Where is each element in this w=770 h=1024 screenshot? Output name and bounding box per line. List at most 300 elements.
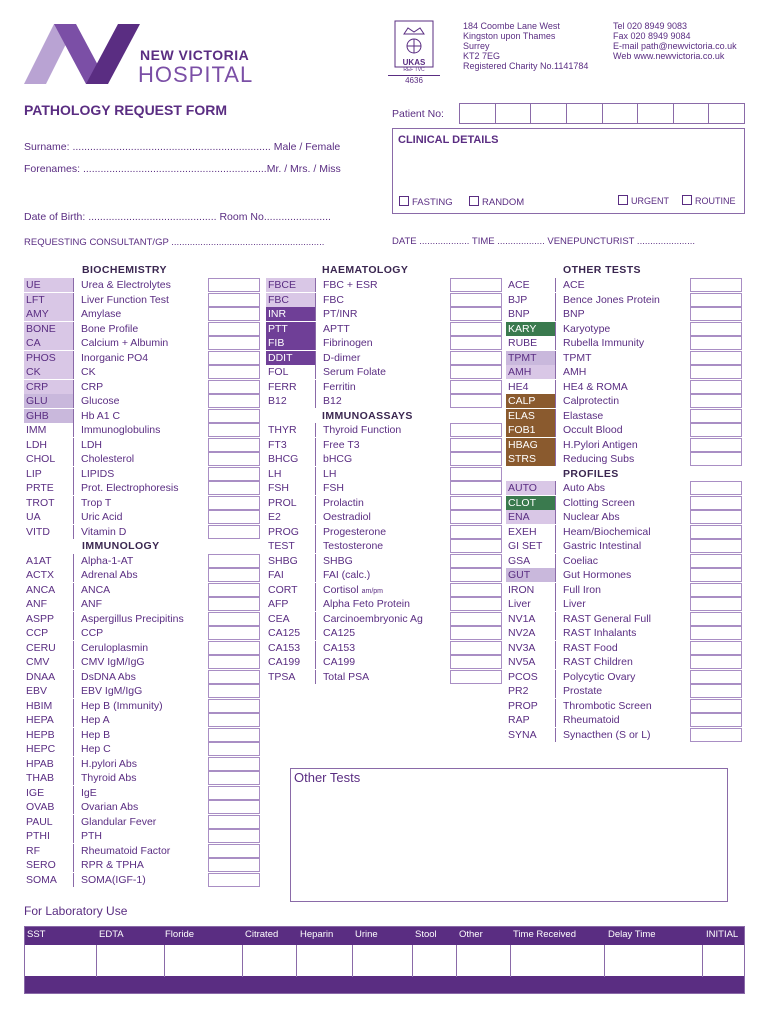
lab-entry-cell[interactable]: [413, 945, 457, 977]
random-checkbox[interactable]: [469, 196, 524, 208]
test-tick-box[interactable]: [450, 438, 502, 452]
surname-field[interactable]: Surname: .................................................................... Male / Female: [24, 141, 341, 153]
test-code: BHCG: [266, 452, 316, 466]
test-tick-box[interactable]: [690, 365, 742, 379]
test-tick-box[interactable]: [690, 423, 742, 437]
test-row[interactable]: [24, 365, 261, 380]
fasting-checkbox[interactable]: [399, 196, 453, 208]
test-tick-box[interactable]: [208, 612, 260, 626]
contact-line: E-mail path@newvictoria.co.uk: [613, 41, 737, 51]
test-tick-box[interactable]: [208, 873, 260, 887]
test-row[interactable]: [266, 423, 503, 438]
test-name: [563, 496, 690, 510]
test-tick-box[interactable]: [690, 539, 742, 553]
test-tick-box[interactable]: [450, 481, 502, 495]
test-tick-box[interactable]: [690, 293, 742, 307]
test-tick-box[interactable]: [690, 380, 742, 394]
test-code: OVAB: [24, 800, 74, 814]
test-tick-box[interactable]: [450, 452, 502, 466]
test-row[interactable]: [24, 641, 261, 656]
test-row[interactable]: [506, 351, 743, 366]
test-row[interactable]: [24, 380, 261, 395]
test-row[interactable]: [266, 380, 503, 395]
test-code: BJP: [506, 293, 556, 307]
test-row[interactable]: [266, 481, 503, 496]
test-tick-box[interactable]: [690, 394, 742, 408]
test-tick-box[interactable]: [208, 307, 260, 321]
test-name: [81, 394, 208, 408]
clinical-details-box[interactable]: [392, 128, 745, 214]
test-tick-box[interactable]: [690, 351, 742, 365]
test-code: PTHI: [24, 829, 74, 843]
test-tick-box[interactable]: [690, 496, 742, 510]
urgent-checkbox[interactable]: [618, 195, 669, 206]
test-row[interactable]: [24, 655, 261, 670]
test-tick-box[interactable]: [690, 510, 742, 524]
test-row[interactable]: [24, 742, 261, 757]
test-tick-box[interactable]: [690, 655, 742, 669]
test-tick-box[interactable]: [450, 612, 502, 626]
test-tick-box[interactable]: [208, 844, 260, 858]
test-tick-box[interactable]: [208, 568, 260, 582]
test-code: GLU: [24, 394, 74, 408]
test-row[interactable]: [24, 728, 261, 743]
test-row[interactable]: [266, 597, 503, 612]
test-tick-box[interactable]: [690, 307, 742, 321]
lab-entry-cell[interactable]: [25, 945, 97, 977]
test-tick-box[interactable]: [208, 394, 260, 408]
test-tick-box[interactable]: [690, 554, 742, 568]
test-row[interactable]: [506, 539, 743, 554]
test-row[interactable]: [266, 278, 503, 293]
test-name: [563, 612, 690, 626]
test-tick-box[interactable]: [208, 322, 260, 336]
test-code: ENA: [506, 510, 556, 524]
test-row[interactable]: [506, 670, 743, 685]
logo-line1: NEW VICTORIA: [140, 47, 250, 63]
test-code: LH: [266, 467, 316, 481]
test-name-text: Amylase: [81, 308, 122, 320]
test-row[interactable]: [506, 568, 743, 583]
test-tick-box[interactable]: [690, 481, 742, 495]
test-tick-box[interactable]: [208, 728, 260, 742]
test-tick-box[interactable]: [208, 626, 260, 640]
test-tick-box[interactable]: [450, 641, 502, 655]
test-tick-box[interactable]: [208, 815, 260, 829]
test-row[interactable]: [266, 438, 503, 453]
test-tick-box[interactable]: [208, 684, 260, 698]
test-tick-box[interactable]: [690, 438, 742, 452]
test-row[interactable]: [24, 322, 261, 337]
test-name-text: CA199: [323, 656, 356, 668]
test-row[interactable]: [24, 307, 261, 322]
test-tick-box[interactable]: [208, 742, 260, 756]
test-tick-box[interactable]: [208, 380, 260, 394]
test-row[interactable]: [24, 293, 261, 308]
other-tests-box[interactable]: [290, 768, 728, 902]
test-tick-box[interactable]: [450, 655, 502, 669]
test-tick-box[interactable]: [450, 597, 502, 611]
test-row[interactable]: [506, 409, 743, 424]
test-tick-box[interactable]: [690, 568, 742, 582]
test-row[interactable]: [506, 481, 743, 496]
test-name-text: Elastase: [563, 409, 604, 422]
test-tick-box[interactable]: [208, 554, 260, 568]
clinical-details-label: CLINICAL DETAILS: [398, 134, 499, 146]
test-tick-box[interactable]: [208, 771, 260, 785]
test-tick-box[interactable]: [208, 655, 260, 669]
test-row[interactable]: [24, 481, 261, 496]
lab-entry-cell[interactable]: [243, 945, 297, 977]
test-name-text: Liver: [563, 598, 586, 610]
test-code: Liver: [506, 597, 556, 611]
test-row[interactable]: [24, 409, 261, 424]
test-tick-box[interactable]: [690, 583, 742, 597]
test-row[interactable]: [506, 336, 743, 351]
test-row[interactable]: [506, 641, 743, 656]
test-name: [323, 423, 450, 437]
test-name-text: APTT: [323, 322, 350, 335]
test-name-text: Karyotype: [563, 322, 611, 335]
test-name: [323, 438, 450, 452]
test-row[interactable]: [266, 365, 503, 380]
test-row[interactable]: [506, 496, 743, 511]
test-code: CA125: [266, 626, 316, 640]
test-name-text: LIPIDS: [81, 467, 115, 480]
test-tick-box[interactable]: [450, 423, 502, 437]
test-row[interactable]: [24, 670, 261, 685]
urgent-label: URGENT: [631, 196, 669, 206]
test-row[interactable]: [506, 307, 743, 322]
test-row[interactable]: [24, 699, 261, 714]
test-row[interactable]: [266, 452, 503, 467]
test-row[interactable]: [506, 365, 743, 380]
test-tick-box[interactable]: [450, 583, 502, 597]
test-row[interactable]: [24, 467, 261, 482]
test-tick-box[interactable]: [208, 757, 260, 771]
test-tick-box[interactable]: [450, 539, 502, 553]
test-tick-box[interactable]: [208, 597, 260, 611]
test-row[interactable]: [24, 815, 261, 830]
test-row[interactable]: [506, 699, 743, 714]
test-code: A1AT: [24, 554, 74, 568]
test-row[interactable]: [506, 655, 743, 670]
test-tick-box[interactable]: [690, 597, 742, 611]
test-row[interactable]: [24, 612, 261, 627]
test-tick-box[interactable]: [450, 554, 502, 568]
test-tick-box[interactable]: [450, 278, 502, 292]
test-row[interactable]: [266, 307, 503, 322]
test-name: [563, 713, 690, 727]
test-tick-box[interactable]: [208, 641, 260, 655]
test-tick-box[interactable]: [450, 568, 502, 582]
test-name-text: B12: [323, 395, 342, 407]
test-row[interactable]: [24, 757, 261, 772]
section-heading: BIOCHEMISTRY: [82, 264, 167, 276]
test-code: STRS: [506, 452, 556, 466]
test-tick-box[interactable]: [450, 322, 502, 336]
test-tick-box[interactable]: [208, 409, 260, 423]
date-time-line[interactable]: DATE ................... TIME .................. VENEPUNCTURIST ......................: [392, 236, 695, 247]
test-name: [81, 858, 208, 872]
test-tick-box[interactable]: [690, 699, 742, 713]
lab-entry-cell[interactable]: [165, 945, 243, 977]
test-row[interactable]: [24, 452, 261, 467]
other-tests-label: Other Tests: [294, 770, 361, 785]
test-name: [323, 554, 450, 568]
test-tick-box[interactable]: [208, 423, 260, 437]
test-tick-box[interactable]: [208, 365, 260, 379]
lab-entry-cell[interactable]: [297, 945, 353, 977]
test-row[interactable]: [266, 394, 503, 409]
test-row[interactable]: [24, 438, 261, 453]
test-tick-box[interactable]: [690, 409, 742, 423]
test-row[interactable]: [24, 568, 261, 583]
test-row[interactable]: [24, 713, 261, 728]
section-heading: IMMUNOASSAYS: [322, 409, 413, 422]
test-tick-box[interactable]: [450, 365, 502, 379]
test-row[interactable]: [24, 394, 261, 409]
lab-entry-cell[interactable]: [457, 945, 511, 977]
test-tick-box[interactable]: [450, 510, 502, 524]
test-row[interactable]: [266, 670, 503, 685]
test-tick-box[interactable]: [208, 510, 260, 524]
test-row[interactable]: [266, 641, 503, 656]
test-name: [323, 626, 450, 640]
test-row[interactable]: [506, 278, 743, 293]
test-tick-box[interactable]: [208, 452, 260, 466]
test-tick-box[interactable]: [208, 670, 260, 684]
test-row[interactable]: [24, 336, 261, 351]
section-heading: OTHER TESTS: [563, 264, 641, 276]
test-code: ASPP: [24, 612, 74, 626]
test-tick-box[interactable]: [690, 713, 742, 727]
test-code: GUT: [506, 568, 556, 582]
test-tick-box[interactable]: [690, 336, 742, 350]
test-name-text: Prolactin: [323, 496, 364, 509]
test-row[interactable]: [266, 336, 503, 351]
test-name: [563, 728, 690, 742]
test-code: PCOS: [506, 670, 556, 684]
test-row[interactable]: [24, 597, 261, 612]
test-name: [323, 307, 450, 321]
test-tick-box[interactable]: [690, 322, 742, 336]
test-name-text: Prostate: [563, 685, 603, 697]
test-name: [563, 568, 690, 582]
test-row[interactable]: [266, 510, 503, 525]
test-tick-box[interactable]: [450, 467, 502, 481]
test-tick-box[interactable]: [690, 626, 742, 640]
test-row[interactable]: [24, 873, 261, 888]
lab-entry-cell[interactable]: [605, 945, 703, 977]
test-name-text: RPR & TPHA: [81, 859, 144, 871]
test-row[interactable]: [506, 322, 743, 337]
test-name: [323, 351, 450, 365]
section-heading: HAEMATOLOGY: [322, 264, 409, 276]
test-tick-box[interactable]: [208, 829, 260, 843]
test-tick-box[interactable]: [208, 467, 260, 481]
test-tick-box[interactable]: [690, 670, 742, 684]
test-name-text: LH: [323, 467, 337, 480]
test-name-text: Cholesterol: [81, 453, 135, 465]
test-tick-box[interactable]: [208, 800, 260, 814]
test-tick-box[interactable]: [208, 293, 260, 307]
test-name-text: IgE: [81, 786, 97, 799]
test-tick-box[interactable]: [690, 278, 742, 292]
test-name: [323, 496, 450, 510]
test-name: [563, 365, 690, 379]
test-row[interactable]: [266, 525, 503, 540]
test-row[interactable]: [266, 539, 503, 554]
test-tick-box[interactable]: [208, 496, 260, 510]
test-row[interactable]: [506, 525, 743, 540]
test-tick-box[interactable]: [450, 496, 502, 510]
lab-entry-cell[interactable]: [511, 945, 605, 977]
test-row[interactable]: [266, 496, 503, 511]
test-tick-box[interactable]: [208, 713, 260, 727]
lab-entry-cell[interactable]: [353, 945, 413, 977]
test-name: [323, 336, 450, 350]
test-tick-box[interactable]: [208, 525, 260, 539]
test-row[interactable]: [266, 554, 503, 569]
test-tick-box[interactable]: [450, 394, 502, 408]
test-tick-box[interactable]: [208, 278, 260, 292]
test-name: [81, 873, 208, 887]
test-name-text: Urea & Electrolytes: [81, 279, 171, 291]
test-name: [81, 728, 208, 742]
test-row[interactable]: [506, 510, 743, 525]
test-row[interactable]: [24, 554, 261, 569]
test-tick-box[interactable]: [450, 336, 502, 350]
test-row[interactable]: [266, 655, 503, 670]
address-line: Registered Charity No.1141784: [463, 61, 589, 71]
test-name: [81, 409, 208, 423]
test-name: [563, 583, 690, 597]
test-tick-box[interactable]: [450, 307, 502, 321]
test-name: [323, 655, 450, 669]
test-tick-box[interactable]: [208, 438, 260, 452]
test-row[interactable]: [24, 351, 261, 366]
test-row[interactable]: [24, 858, 261, 873]
test-row[interactable]: [506, 423, 743, 438]
test-tick-box[interactable]: [208, 583, 260, 597]
test-row[interactable]: [24, 496, 261, 511]
test-tick-box[interactable]: [450, 525, 502, 539]
test-code: FBCE: [266, 278, 316, 292]
dob-field[interactable]: Date of Birth: ............................................ Room No.......................: [24, 211, 331, 223]
test-name: [323, 481, 450, 495]
forenames-field[interactable]: Forenames: ...............................................................Mr. / Mrs. / Miss: [24, 163, 341, 175]
consultant-field[interactable]: REQUESTING CONSULTANT/GP ..........................................................: [24, 237, 325, 248]
test-name: [563, 539, 690, 553]
test-tick-box[interactable]: [690, 728, 742, 742]
test-tick-box[interactable]: [450, 380, 502, 394]
routine-checkbox[interactable]: [682, 195, 736, 206]
test-row[interactable]: [24, 583, 261, 598]
test-tick-box[interactable]: [208, 786, 260, 800]
test-row[interactable]: [506, 713, 743, 728]
test-code: IRON: [506, 583, 556, 597]
test-row[interactable]: [506, 394, 743, 409]
test-row[interactable]: [506, 438, 743, 453]
test-tick-box[interactable]: [208, 351, 260, 365]
test-tick-box[interactable]: [690, 525, 742, 539]
test-row[interactable]: [24, 844, 261, 859]
lab-entry-cell[interactable]: [703, 945, 746, 977]
test-row[interactable]: [24, 800, 261, 815]
test-tick-box[interactable]: [208, 336, 260, 350]
test-tick-box[interactable]: [208, 699, 260, 713]
test-row[interactable]: [24, 626, 261, 641]
test-row[interactable]: [506, 293, 743, 308]
test-tick-box[interactable]: [450, 626, 502, 640]
lab-entry-cell[interactable]: [97, 945, 165, 977]
test-tick-box[interactable]: [690, 684, 742, 698]
test-row[interactable]: [506, 597, 743, 612]
test-name: [563, 684, 690, 698]
test-row[interactable]: [506, 612, 743, 627]
test-row[interactable]: [506, 554, 743, 569]
test-tick-box[interactable]: [450, 293, 502, 307]
test-row[interactable]: [24, 510, 261, 525]
test-row[interactable]: [506, 380, 743, 395]
test-name: [563, 670, 690, 684]
test-row[interactable]: [24, 684, 261, 699]
test-row[interactable]: [506, 452, 743, 467]
test-row[interactable]: [24, 423, 261, 438]
test-row[interactable]: [24, 829, 261, 844]
test-row[interactable]: [266, 322, 503, 337]
test-name-text: Thrombotic Screen: [563, 699, 652, 712]
test-tick-box[interactable]: [450, 351, 502, 365]
test-row[interactable]: [24, 278, 261, 293]
random-label: RANDOM: [482, 197, 525, 208]
test-tick-box[interactable]: [690, 641, 742, 655]
test-row[interactable]: [266, 626, 503, 641]
patient-no-boxes[interactable]: [459, 103, 745, 124]
test-row[interactable]: [24, 786, 261, 801]
test-name: [323, 597, 450, 611]
test-name-text: Hep A: [81, 714, 110, 726]
test-code: DDIT: [266, 351, 316, 365]
test-name: [81, 365, 208, 379]
test-tick-box[interactable]: [450, 670, 502, 684]
test-row[interactable]: [266, 583, 503, 598]
test-row[interactable]: [266, 568, 503, 583]
test-name-text: Free T3: [323, 438, 360, 451]
test-row[interactable]: [266, 612, 503, 627]
test-row[interactable]: [506, 583, 743, 598]
test-row[interactable]: [266, 351, 503, 366]
test-name: [563, 655, 690, 669]
test-tick-box[interactable]: [208, 481, 260, 495]
test-row[interactable]: [24, 525, 261, 540]
test-row[interactable]: [506, 728, 743, 743]
test-code: SERO: [24, 858, 74, 872]
test-row[interactable]: [24, 771, 261, 786]
test-row[interactable]: [506, 626, 743, 641]
test-name-text: LDH: [81, 438, 103, 451]
test-tick-box[interactable]: [690, 612, 742, 626]
test-tick-box[interactable]: [690, 452, 742, 466]
test-row[interactable]: [506, 684, 743, 699]
test-row[interactable]: [266, 293, 503, 308]
lab-use-title: For Laboratory Use: [24, 904, 128, 918]
hospital-logo: [24, 22, 264, 90]
test-tick-box[interactable]: [208, 858, 260, 872]
test-name-text: PT/INR: [323, 308, 358, 320]
test-row[interactable]: [266, 467, 503, 482]
